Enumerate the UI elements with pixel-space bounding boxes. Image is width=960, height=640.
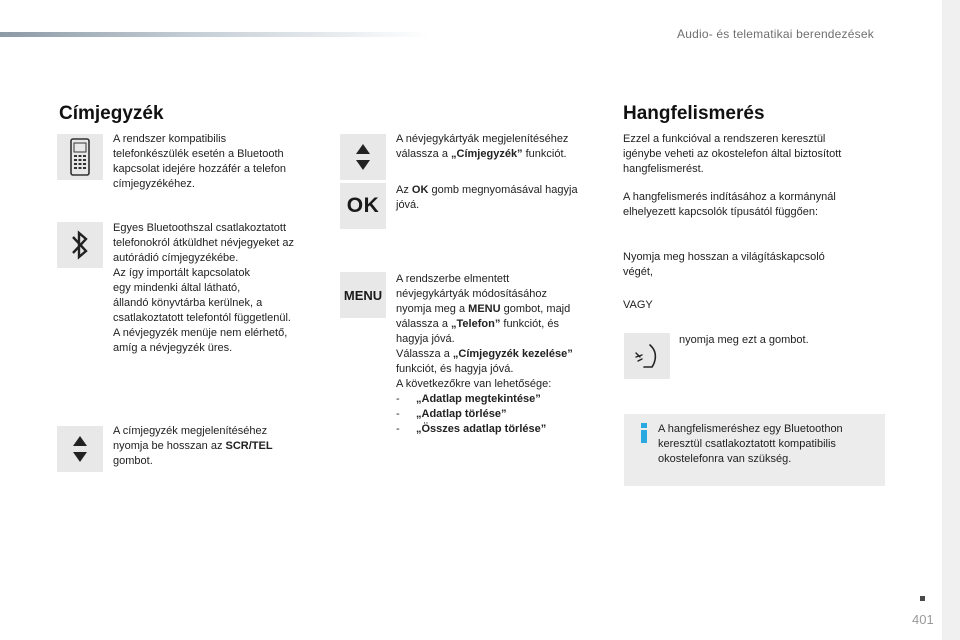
text-line: amíg a névjegyzék üres. [113, 342, 233, 354]
up-down-arrows-icon [354, 140, 372, 174]
text-line: A névjegykártyák megjelenítéséhez [396, 133, 569, 145]
text-line: okostelefonra van szükség. [658, 453, 792, 465]
header-bar [0, 32, 430, 37]
info-icon-dot [641, 423, 647, 428]
menu-button-box [340, 272, 386, 318]
text-line: A következőkre van lehetősége: [396, 378, 552, 390]
list-dash: - [396, 393, 400, 405]
voice-start-text [623, 190, 836, 220]
show-contacts-text [396, 132, 568, 162]
ok-button-box [340, 183, 386, 229]
list-item [396, 407, 573, 422]
section-title-voice-recognition: Hangfelismerés [623, 103, 765, 124]
ok-button-label: OK [346, 194, 380, 217]
section-title-contacts: Címjegyzék [59, 103, 164, 124]
info-icon [639, 423, 649, 443]
voice-intro-text [623, 132, 841, 177]
text-line: végét, [623, 266, 653, 278]
text-line: autórádió címjegyzékébe. [113, 252, 239, 264]
up-down-arrows-icon [71, 432, 89, 466]
page-marker [920, 596, 925, 601]
text-line: Az így importált kapcsolatok [113, 267, 250, 279]
text-span: funkciót, és [500, 318, 560, 330]
text-line [396, 317, 573, 332]
side-strip [942, 0, 960, 640]
text-line [113, 439, 273, 454]
scr-tel-instruction-text [113, 424, 273, 469]
voice-button-box [624, 333, 670, 379]
text-span: Az [396, 184, 412, 196]
bluetooth-import-text [113, 221, 294, 356]
page-number: 401 [912, 612, 934, 627]
text-line: A hangfelismerés indításához a kormánynál [623, 191, 836, 203]
scr-tel-button-box [57, 426, 103, 472]
text-line: funkciót, és hagyja jóvá. [396, 363, 514, 375]
text-span: válassza a [396, 148, 452, 160]
option-label: „Összes adatlap törlése” [416, 423, 547, 435]
text-line: Ezzel a funkcióval a rendszeren keresztül [623, 133, 826, 145]
menu-instruction-text [396, 272, 573, 437]
text-line: egy mindenki által látható, [113, 282, 241, 294]
contacts-intro-text [113, 132, 286, 192]
voice-command-icon [630, 339, 664, 373]
text-line: elhelyezett kapcsolók típusától függően: [623, 206, 819, 218]
text-line [396, 147, 568, 162]
text-line [396, 302, 573, 317]
text-span: válassza a [396, 318, 452, 330]
text-line: gombot. [113, 455, 153, 467]
menu-label: MENU [468, 303, 501, 315]
list-dash: - [396, 423, 400, 435]
text-line: keresztül csatlakoztatott kompatibilis [658, 438, 836, 450]
text-line: A címjegyzék megjelenítéséhez [113, 425, 268, 437]
text-line: A rendszerbe elmentett [396, 273, 510, 285]
text-line: telefonokról átküldhet névjegyeket az [113, 237, 295, 249]
text-line: A hangfelismeréshez egy Bluetoothon [658, 423, 843, 435]
ok-instruction-text [396, 183, 578, 213]
text-line: kapcsolat idejére hozzáfér a telefon [113, 163, 287, 175]
text-line: igénybe veheti az okostelefon által biztosított [623, 148, 842, 160]
info-note-text [658, 422, 843, 467]
text-span: Válassza a [396, 348, 453, 360]
list-item [396, 392, 573, 407]
bluetooth-icon-box [57, 222, 103, 268]
menu-option-label: „Címjegyzék” [451, 148, 523, 160]
options-list [396, 392, 573, 437]
text-line: csatlakoztatott telefontól függetlenül. [113, 312, 291, 324]
text-span: gombot, majd [500, 303, 571, 315]
or-text: VAGY [623, 299, 653, 311]
text-line: A rendszer kompatibilis [113, 133, 227, 145]
text-line: jóvá. [396, 199, 420, 211]
text-span: funkciót. [522, 148, 567, 160]
menu-button-label: MENU [343, 287, 383, 303]
bluetooth-icon [70, 228, 90, 262]
ok-label: OK [411, 184, 429, 196]
scr-tel-label: SCR/TEL [225, 440, 273, 452]
text-line: A névjegyzék menüje nem elérhető, [113, 327, 288, 339]
info-icon-bar [641, 430, 647, 443]
header-title: Audio- és telematikai berendezések [677, 27, 874, 41]
phone-icon-box [57, 134, 103, 180]
text-line [396, 183, 578, 198]
option-label: „Adatlap törlése” [416, 408, 507, 420]
option-label: „Adatlap megtekintése” [416, 393, 541, 405]
text-span: nyomja meg a [396, 303, 469, 315]
list-dash: - [396, 408, 400, 420]
text-span: nyomja be hosszan az [113, 440, 226, 452]
text-line: állandó könyvtárba kerülnek, a [113, 297, 263, 309]
text-line: Egyes Bluetoothszal csatlakoztatott [113, 222, 287, 234]
text-line: névjegykártyák módosításához [396, 288, 548, 300]
menu-option-label: „Címjegyzék kezelése” [452, 348, 573, 360]
text-line: címjegyzékéhez. [113, 178, 195, 190]
arrows-button-box [340, 134, 386, 180]
text-line [396, 347, 573, 362]
text-line: hagyja jóvá. [396, 333, 455, 345]
text-line: hangfelismerést. [623, 163, 704, 175]
text-line: Nyomja meg hosszan a világításkapcsoló [623, 251, 825, 263]
light-switch-text [623, 250, 825, 280]
press-button-text: nyomja meg ezt a gombot. [679, 334, 809, 346]
list-item [396, 422, 573, 437]
text-span: gomb megnyomásával hagyja [428, 184, 578, 196]
phone-icon [69, 138, 91, 176]
text-line: telefonkészülék esetén a Bluetooth [113, 148, 284, 160]
menu-option-label: „Telefon” [451, 318, 501, 330]
